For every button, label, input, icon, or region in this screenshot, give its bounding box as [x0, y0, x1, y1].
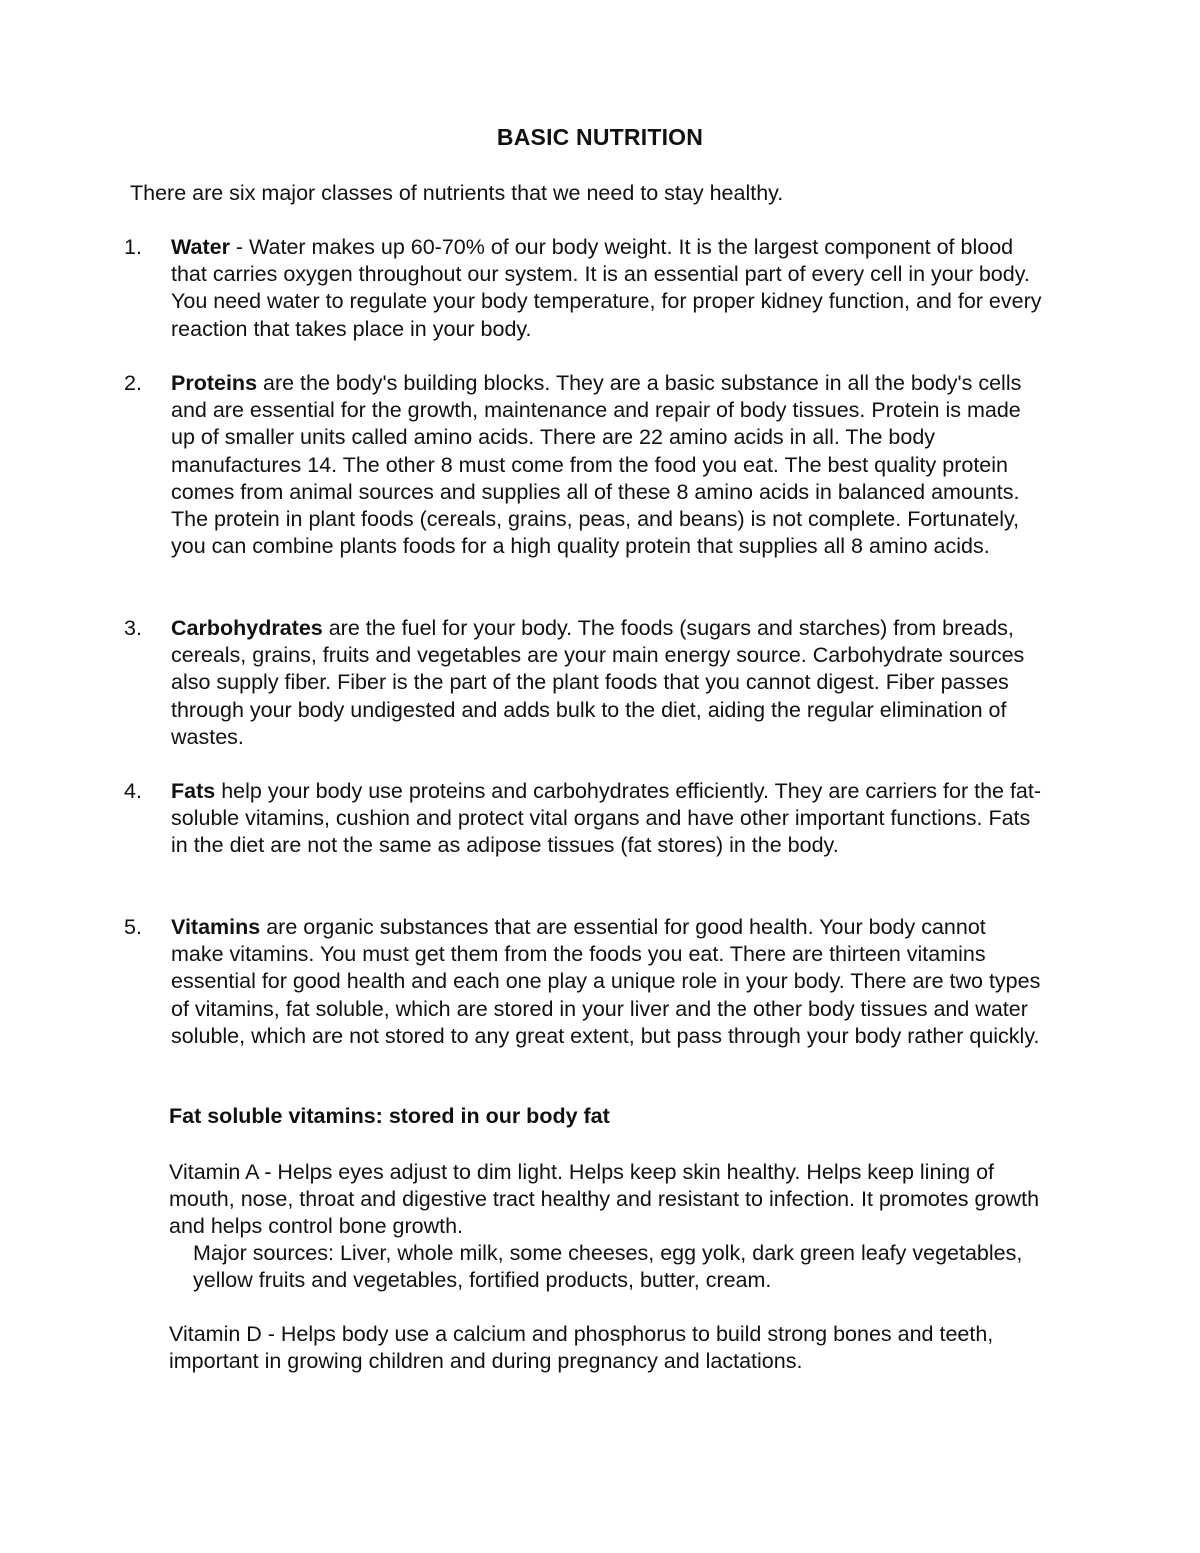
item-text: are the fuel for your body. The foods (sugars and starches) from breads, cereals, grains, fruits and vegetables are your main energy source. Carbohydrate sources also supply fiber. Fiber is the part of the plant foods that you cannot digest. Fiber passes through your body undigested and adds bulk to the diet, aiding the regular elimination of wastes.	[171, 616, 1025, 749]
nutrient-item-water	[124, 234, 1044, 343]
item-number: 3.	[124, 616, 142, 640]
item-term: Fats	[171, 779, 216, 803]
nutrient-item-vitamins	[124, 914, 1044, 1050]
item-body	[171, 615, 1044, 751]
item-text: are organic substances that are essential for good health. Your body cannot make vitamins. You must get them from the foods you eat. There are thirteen vitamins essential for good health and each one play a unique role in your body. There are two types of vitamins, fat soluble, which are stored in your liver and the other body tissues and water soluble, which are not stored to any great extent, but pass through your body rather quickly.	[171, 915, 1041, 1048]
item-body	[171, 234, 1044, 343]
item-term: Proteins	[171, 371, 258, 395]
nutrient-item-fats	[124, 778, 1044, 860]
item-number: 2.	[124, 371, 142, 395]
fat-soluble-heading: Fat soluble vitamins: stored in our body fat	[169, 1104, 610, 1128]
item-body	[171, 914, 1044, 1050]
vitamin-d-entry	[169, 1321, 1044, 1375]
item-number: 4.	[124, 779, 142, 803]
item-text: help your body use proteins and carbohydrates efficiently. They are carriers for the fat-soluble vitamins, cushion and protect vital organs and have other important functions. Fats in the diet are not the same as adipose tissues (fat stores) in the body.	[171, 779, 1042, 858]
intro-paragraph: There are six major classes of nutrients that we need to stay healthy.	[130, 181, 784, 205]
item-body	[171, 370, 1044, 560]
item-term: Carbohydrates	[171, 616, 323, 640]
vitamin-a-entry	[169, 1159, 1044, 1294]
item-text: are the body's building blocks. They are a basic substance in all the body's cells and are essential for the growth, maintenance and repair of body tissues. Protein is made up of smaller units called amino acids. There are 22 amino acids in all. The body manufactures 14. The other 8 must come from the food you eat. The best quality protein comes from animal sources and supplies all of these 8 amino acids in balanced amounts. The protein in plant foods (cereals, grains, peas, and beans) is not complete. Fortunately, you can combine plants foods for a high quality protein that supplies all 8 amino acids.	[171, 371, 1022, 559]
item-text: - Water makes up 60-70% of our body weight. It is the largest component of blood that carries oxygen throughout our system. It is an essential part of every cell in your body. You need water to regulate your body temperature, for proper kidney function, and for every reaction that takes place in your body.	[171, 235, 1042, 341]
item-term: Water	[171, 235, 230, 259]
nutrient-item-proteins	[124, 370, 1044, 560]
vitamin-sources: Major sources: Liver, whole milk, some cheeses, egg yolk, dark green leafy vegetables, yellow fruits and vegetables, fortified products, butter, cream.	[193, 1241, 1023, 1292]
item-number: 1.	[124, 235, 142, 259]
item-number: 5.	[124, 915, 142, 939]
vitamin-description: Vitamin A - Helps eyes adjust to dim light. Helps keep skin healthy. Helps keep lining of mouth, nose, throat and digestive tract healthy and resistant to infection. It promotes growth and helps control bone growth.	[169, 1160, 1040, 1238]
nutrient-item-carbohydrates	[124, 615, 1044, 751]
item-term: Vitamins	[171, 915, 261, 939]
item-body	[171, 778, 1044, 860]
vitamin-description: Vitamin D - Helps body use a calcium and phosphorus to build strong bones and teeth, important in growing children and during pregnancy and lactations.	[169, 1322, 994, 1373]
page-title: BASIC NUTRITION	[496, 124, 704, 150]
